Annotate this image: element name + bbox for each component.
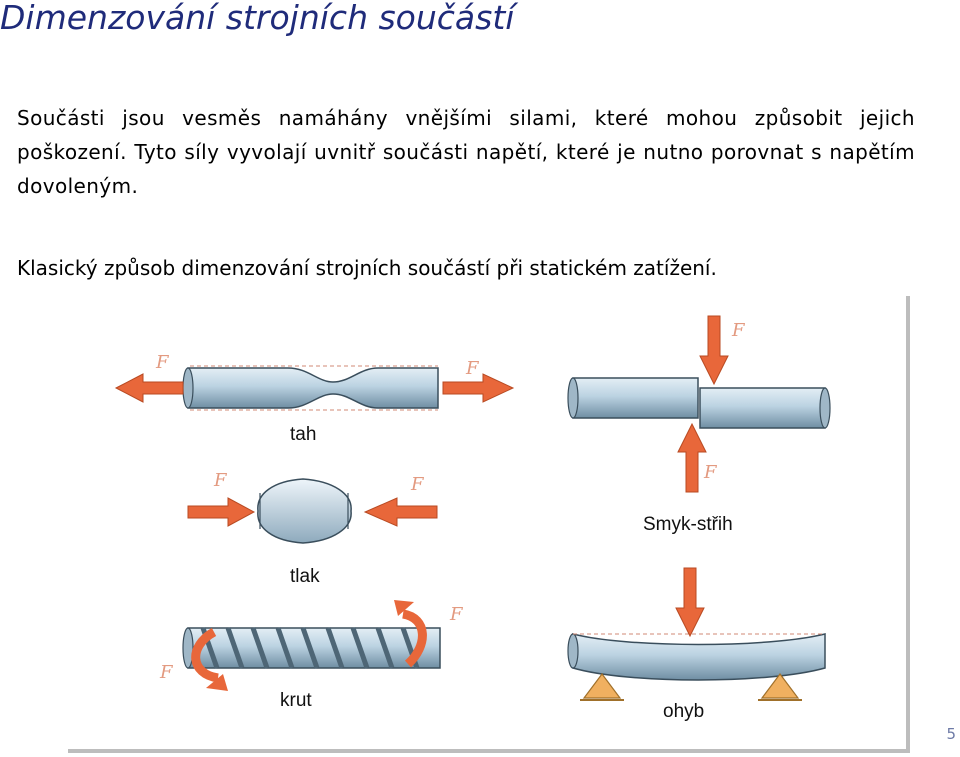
compression-arrow-left: [188, 498, 254, 526]
bending-beam: [568, 634, 825, 680]
force-label: F: [214, 470, 227, 491]
shear-bar-right: [700, 388, 830, 428]
compression-body: [258, 479, 351, 543]
shear-bar-left: [568, 378, 698, 418]
torsion-label: krut: [280, 690, 312, 711]
shear-label: Smyk-střih: [643, 514, 733, 535]
page-number: 5: [946, 725, 956, 743]
bending-support-left: [580, 674, 624, 700]
shear-arrow-up: [678, 424, 706, 492]
force-label: F: [411, 474, 424, 495]
force-label: F: [704, 462, 717, 483]
compression-label: tlak: [290, 566, 320, 587]
loading-diagram: [68, 296, 910, 753]
force-label: F: [160, 662, 173, 683]
compression-arrow-right: [365, 498, 437, 526]
force-label: F: [450, 604, 463, 625]
force-label: F: [156, 352, 169, 373]
tension-arrow-left: [116, 374, 183, 402]
force-label: F: [466, 358, 479, 379]
intro-paragraph: Součásti jsou vesměs namáhány vnějšími silami, které mohou způsobit jejich poškození. Tyto síly vyvolají uvnitř součásti napětí, které je nutno porovnat s napětím dovoleným.: [17, 106, 915, 198]
method-paragraph: Klasický způsob dimenzování strojních součástí při statickém zatížení.: [17, 256, 717, 280]
tension-label: tah: [290, 424, 317, 445]
tension-bar: [183, 366, 438, 410]
torsion-bar: [183, 628, 440, 668]
shear-arrow-down: [700, 316, 728, 384]
bending-label: ohyb: [663, 701, 705, 722]
force-label: F: [732, 320, 745, 341]
slide-title: Dimenzování strojních součástí: [0, 0, 515, 37]
bending-arrow-down: [676, 568, 704, 636]
loading-types-figure: [68, 296, 910, 753]
